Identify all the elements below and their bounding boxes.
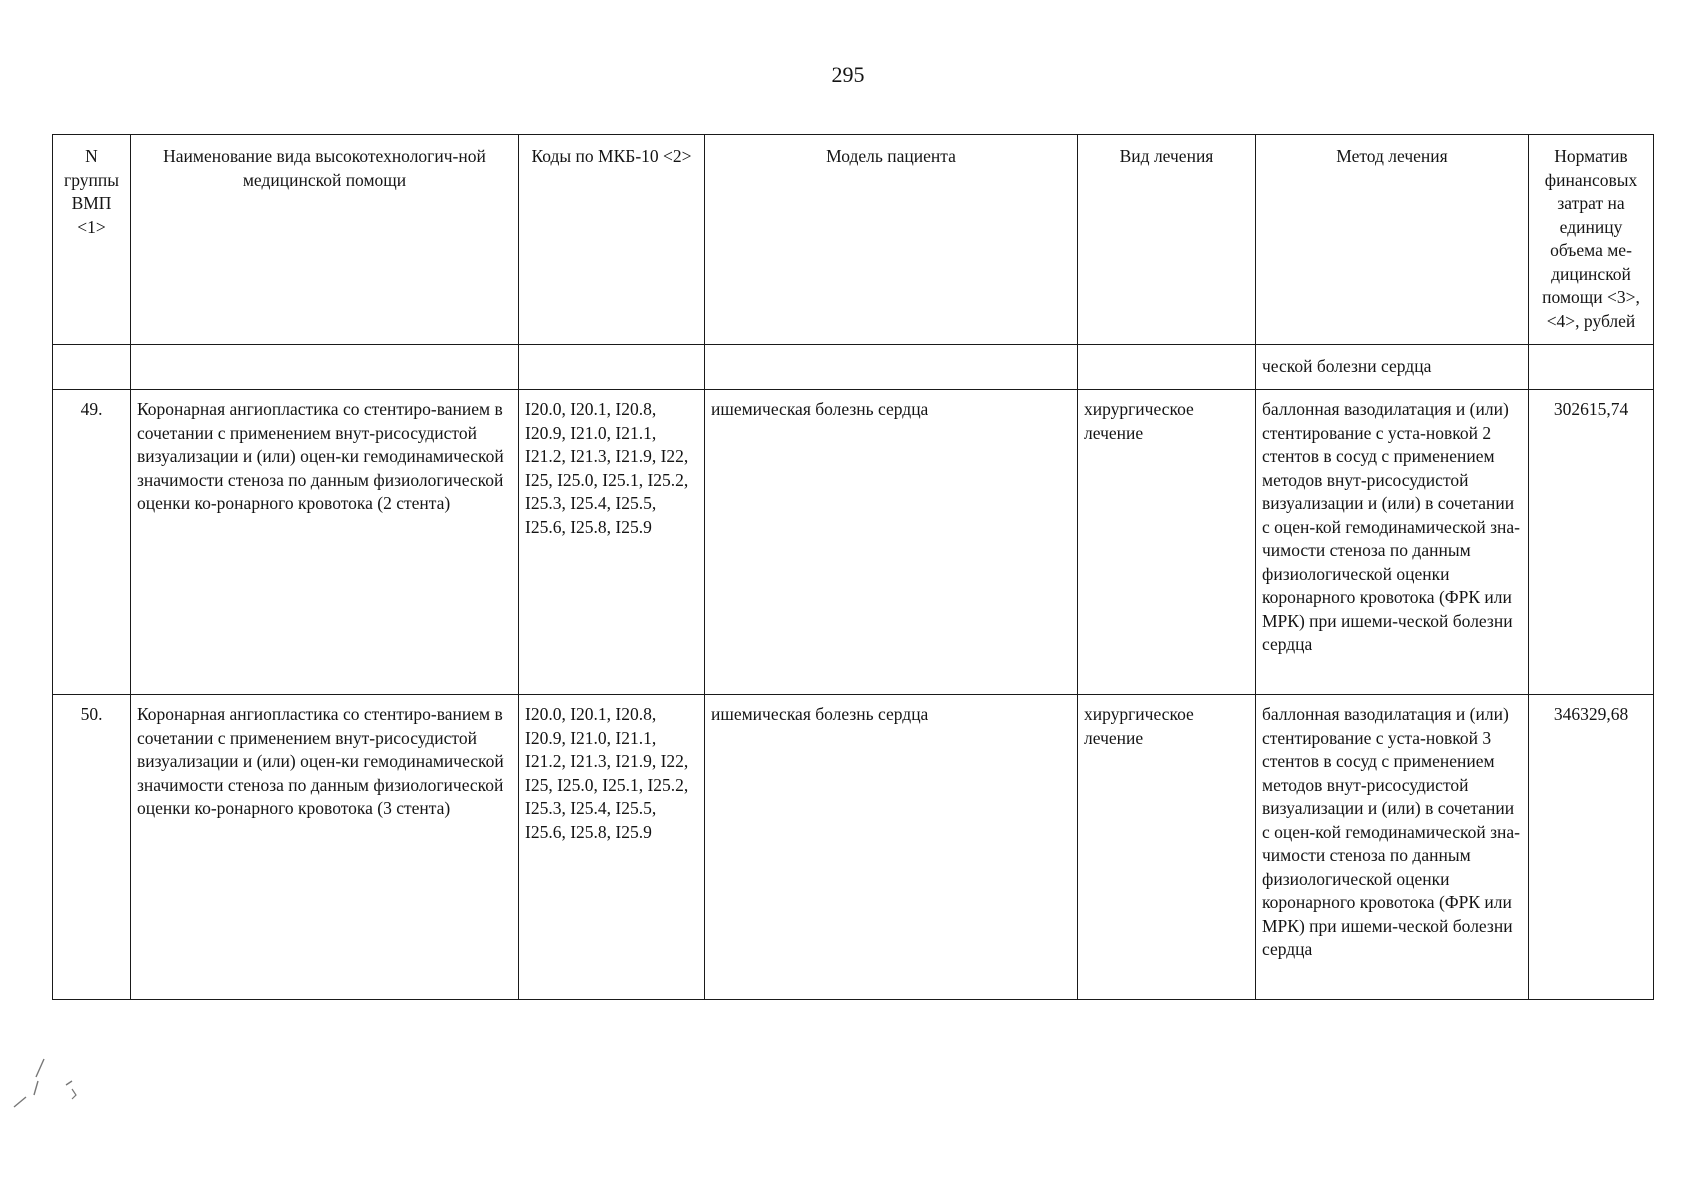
row-icd-codes: I20.0, I20.1, I20.8, I20.9, I21.0, I21.1, I21.2, I21.3, I21.9, I22, I25, I25.0, I25.1, I25.2, I25.3, I25.4, I25.5, I25.6, I25.8, I25.9 (519, 695, 705, 1000)
header-cost-norm: Норматив финансовых затрат на единицу объема ме-дицинской помощи <3>, <4>, рублей (1529, 135, 1654, 345)
page-number: 295 (831, 62, 865, 87)
table-cell (705, 345, 1078, 390)
continuation-treatment-method: ческой болезни сердца (1256, 345, 1529, 390)
header-icd-codes: Коды по МКБ-10 <2> (519, 135, 705, 345)
header-care-type-name: Наименование вида высокотехнологич-ной медицинской помощи (131, 135, 519, 345)
header-group-number: N группы ВМП <1> (53, 135, 131, 345)
row-treatment-type: хирургическое лечение (1078, 390, 1256, 695)
table-cell (131, 345, 519, 390)
row-cost: 346329,68 (1529, 695, 1654, 1000)
table-cell (1529, 345, 1654, 390)
row-patient-model: ишемическая болезнь сердца (705, 695, 1078, 1000)
row-cost: 302615,74 (1529, 390, 1654, 695)
row-treatment-method: баллонная вазодилатация и (или) стентирование с уста-новкой 3 стентов в сосуд с применением методов внут-рисосудистой визуализации и (или) в сочетании с оцен-кой гемодинамической зна-чимости стеноза по данным физиологической оценки коронарного кровотока (ФРК или МРК) при ишеми-ческой болезни сердца (1256, 695, 1529, 1000)
row-number: 50. (53, 695, 131, 1000)
header-treatment-type: Вид лечения (1078, 135, 1256, 345)
table-row (53, 695, 1654, 1000)
header-treatment-method: Метод лечения (1256, 135, 1529, 345)
row-treatment-type: хирургическое лечение (1078, 695, 1256, 1000)
table-cell (519, 345, 705, 390)
header-patient-model: Модель пациента (705, 135, 1078, 345)
row-icd-codes: I20.0, I20.1, I20.8, I20.9, I21.0, I21.1, I21.2, I21.3, I21.9, I22, I25, I25.0, I25.1, I25.2, I25.3, I25.4, I25.5, I25.6, I25.8, I25.9 (519, 390, 705, 695)
table-cell (1078, 345, 1256, 390)
vmp-table (52, 134, 1654, 1000)
row-treatment-method: баллонная вазодилатация и (или) стентирование с уста-новкой 2 стентов в сосуд с применением методов внут-рисосудистой визуализации и (или) в сочетании с оцен-кой гемодинамической зна-чимости стеноза по данным физиологической оценки коронарного кровотока (ФРК или МРК) при ишеми-ческой болезни сердца (1256, 390, 1529, 695)
row-number: 49. (53, 390, 131, 695)
scan-artifact-mark (6, 1055, 96, 1115)
table-header-row (53, 135, 1654, 345)
table-cell (53, 345, 131, 390)
row-care-type-name: Коронарная ангиопластика со стентиро-ванием в сочетании с применением внут-рисосудистой визуализации и (или) оцен-ки гемодинамической значимости стеноза по данным физиологической оценки ко-ронарного кровотока (2 стента) (131, 390, 519, 695)
continuation-row (53, 345, 1654, 390)
table-row (53, 390, 1654, 695)
row-patient-model: ишемическая болезнь сердца (705, 390, 1078, 695)
row-care-type-name: Коронарная ангиопластика со стентиро-ванием в сочетании с применением внут-рисосудистой визуализации и (или) оцен-ки гемодинамической значимости стеноза по данным физиологической оценки ко-ронарного кровотока (3 стента) (131, 695, 519, 1000)
